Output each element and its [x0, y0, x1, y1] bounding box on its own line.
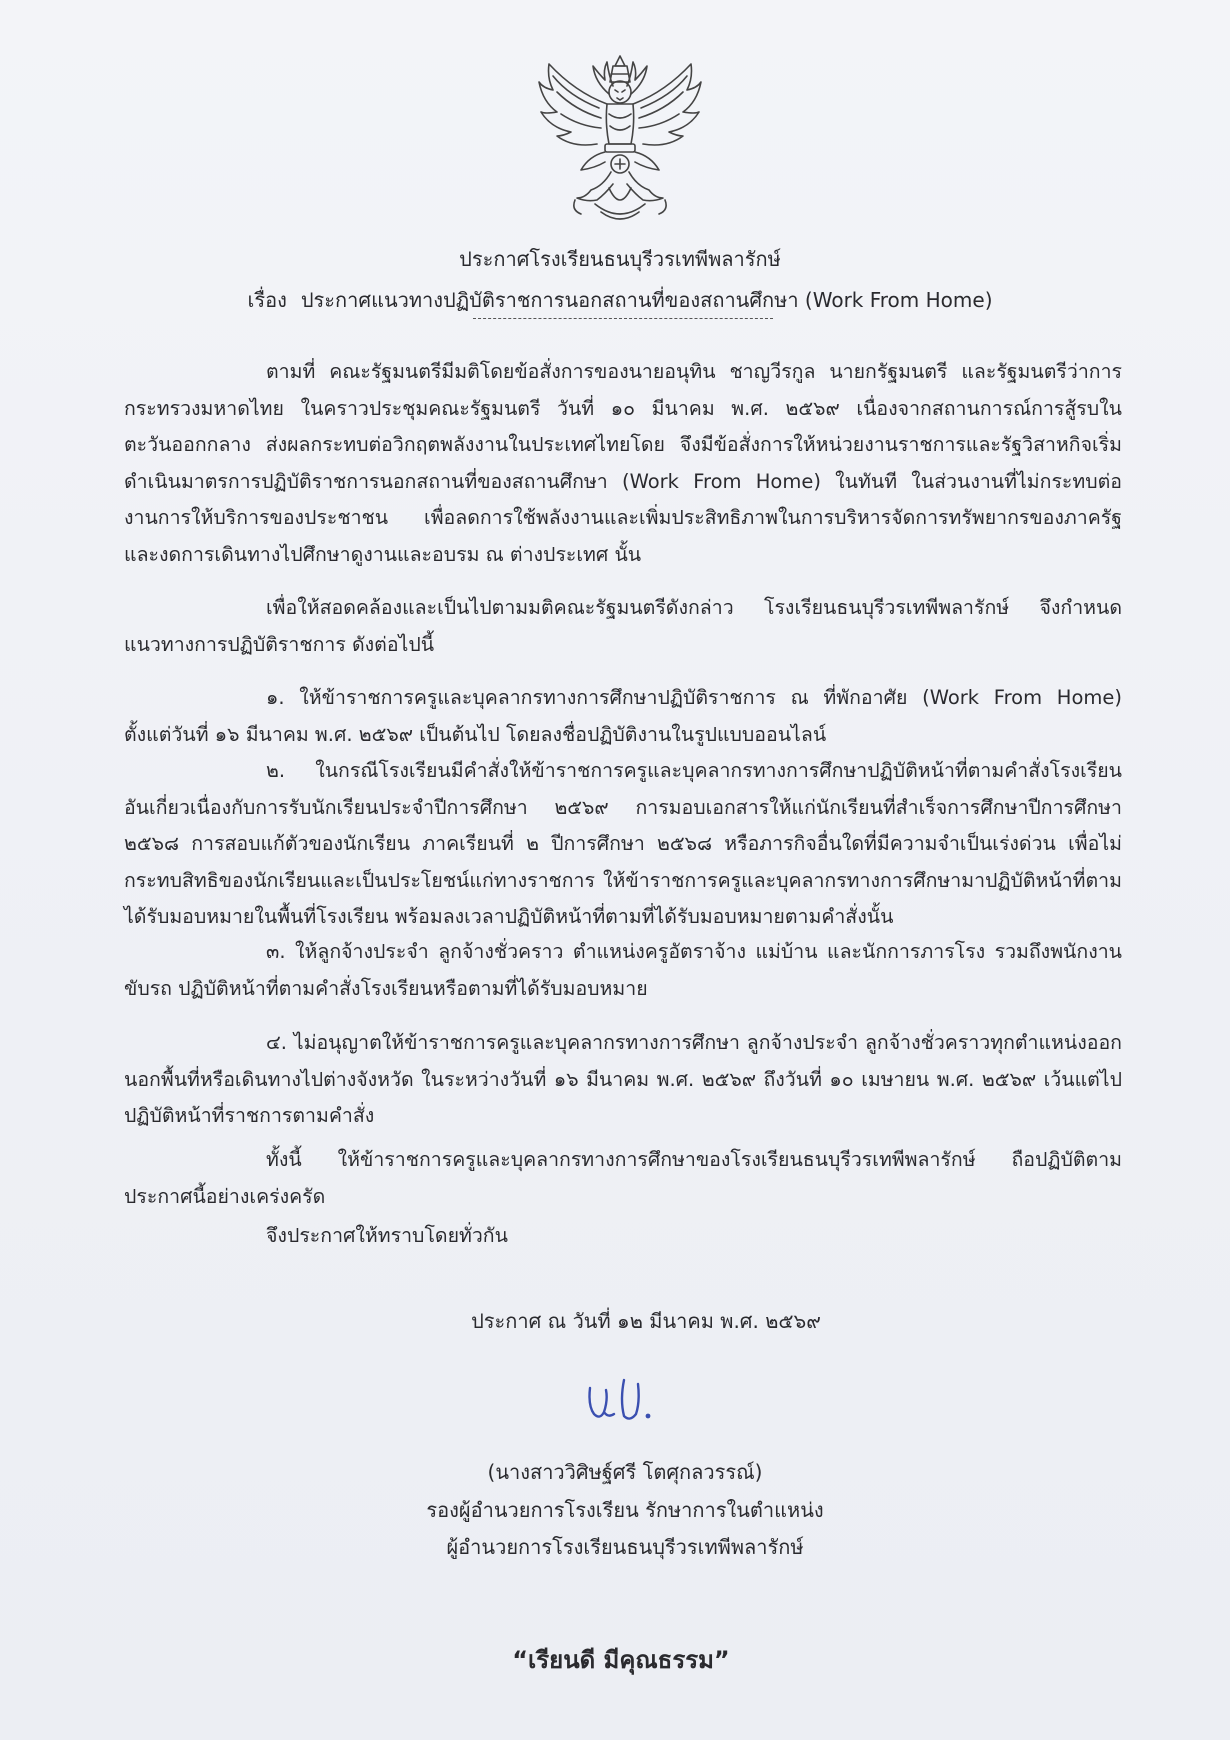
document-subject [120, 284, 1120, 316]
garuda-emblem-icon [535, 52, 705, 227]
subject-text: ประกาศแนวทางปฏิบัติราชการนอกสถานที่ของสถานศึกษา (Work From Home) [300, 288, 993, 312]
paragraph-compliance: ทั้งนี้ ให้ข้าราชการครูและบุคลากรทางการศึกษาของโรงเรียนธนบุรีวรเทพีพลารักษ์ ถือปฏิบัติตามประกาศนี้อย่างเคร่งครัด [124, 1148, 1122, 1208]
paragraph-closing: จึงประกาศให้ทราบโดยทั่วกัน [266, 1224, 508, 1247]
subject-label: เรื่อง [247, 288, 287, 312]
school-motto: “เรียนดี มีคุณธรรม” [512, 1646, 730, 1674]
paragraph-item-2: ๒. ในกรณีโรงเรียนมีคำสั่งให้ข้าราชการครูและบุคลากรทางการศึกษาปฏิบัติหน้าที่ตามคำสั่งโรงเรียน อันเกี่ยวเนื่องกับการรับนักเรียนประจำปีการศึกษา ๒๕๖๙ การมอบเอกสารให้แก่นักเรียนที่สำเร็จการศึกษาปีการศึกษา ๒๕๖๘ การสอบแก้ตัวของนักเรียน ภาคเรียนที่ ๒ ปีการศึกษา ๒๕๖๘ หรือภารกิจอื่นใดที่มีความจำเป็นเร่งด่วน เพื่อไม่กระทบสิทธิของนักเรียนและเป็นประโยชน์แก่ทางราชการ ให้ข้าราชการครูและบุคลากรทางการศึกษามาปฏิบัติหน้าที่ตามได้รับมอบหมายในพื้นที่โรงเรียน พร้อมลงเวลาปฏิบัติหน้าที่ตามที่ได้รับมอบหมายตามคำสั่งนั้น [124, 759, 1122, 928]
paragraph-preamble: ตามที่ คณะรัฐมนตรีมีมติโดยข้อสั่งการของนายอนุทิน ชาญวีรกูล นายกรัฐมนตรี และรัฐมนตรีว่าการกระทรวงมหาดไทย ในคราวประชุมคณะรัฐมนตรี วันที่ ๑๐ มีนาคม พ.ศ. ๒๕๖๙ เนื่องจากสถานการณ์การสู้รบในตะวันออกกลาง ส่งผลกระทบต่อวิกฤตพลังงานในประเทศไทยโดย จึงมีข้อสั่งการให้หน่วยงานราชการและรัฐวิสาหกิจเริ่มดำเนินมาตรการปฏิบัติราชการนอกสถานที่ของสถานศึกษา (Work From Home) ในทันที ในส่วนงานที่ไม่กระทบต่องานการให้บริการของประชาชน เพื่อลดการใช้พลังงานและเพิ่มประสิทธิภาพในการบริหารจัดการทรัพยากรของภาครัฐ และงดการเดินทางไปศึกษาดูงานและอบรม ณ ต่างประเทศ นั้น [124, 360, 1122, 566]
signature-mark [578, 1370, 668, 1430]
signer-name: (นางสาววิศิษฐ์ศรี โตศุกลวรรณ์) [487, 1460, 763, 1484]
paragraph-item-4: ๔. ไม่อนุญาตให้ข้าราชการครูและบุคลากรทางการศึกษา ลูกจ้างประจำ ลูกจ้างชั่วคราวทุกตำแหน่งออกนอกพื้นที่หรือเดินทางไปต่างจังหวัด ในระหว่างวันที่ ๑๖ มีนาคม พ.ศ. ๒๕๖๙ ถึงวันที่ ๑๐ เมษายน พ.ศ. ๒๕๖๙ เว้นแต่ไปปฏิบัติหน้าที่ราชการตามคำสั่ง [124, 1031, 1122, 1127]
document-title: ประกาศโรงเรียนธนบุรีวรเทพีพลารักษ์ [459, 247, 781, 271]
paragraph-item-3: ๓. ให้ลูกจ้างประจำ ลูกจ้างชั่วคราว ตำแหน่งครูอัตราจ้าง แม่บ้าน และนักการภารโรง รวมถึงพนักงานขับรถ ปฏิบัติหน้าที่ตามคำสั่งโรงเรียนหรือตามที่ได้รับมอบหมาย [124, 940, 1122, 1000]
signer-position-2: ผู้อำนวยการโรงเรียนธนบุรีวรเทพีพลารักษ์ [446, 1535, 804, 1559]
paragraph-intent: เพื่อให้สอดคล้องและเป็นไปตามมติคณะรัฐมนตรีดังกล่าว โรงเรียนธนบุรีวรเทพีพลารักษ์ จึงกำหนดแนวทางการปฏิบัติราชการ ดังต่อไปนี้ [124, 596, 1122, 656]
announce-date: ประกาศ ณ วันที่ ๑๒ มีนาคม พ.ศ. ๒๕๖๙ [471, 1309, 821, 1333]
title-divider [473, 318, 773, 319]
signer-position-1: รองผู้อำนวยการโรงเรียน รักษาการในตำแหน่ง [426, 1498, 824, 1522]
paragraph-item-1: ๑. ให้ข้าราชการครูและบุคลากรทางการศึกษาปฏิบัติราชการ ณ ที่พักอาศัย (Work From Home) ตั้งแต่วันที่ ๑๖ มีนาคม พ.ศ. ๒๕๖๙ เป็นต้นไป โดยลงชื่อปฏิบัติงานในรูปแบบออนไลน์ [124, 686, 1122, 746]
